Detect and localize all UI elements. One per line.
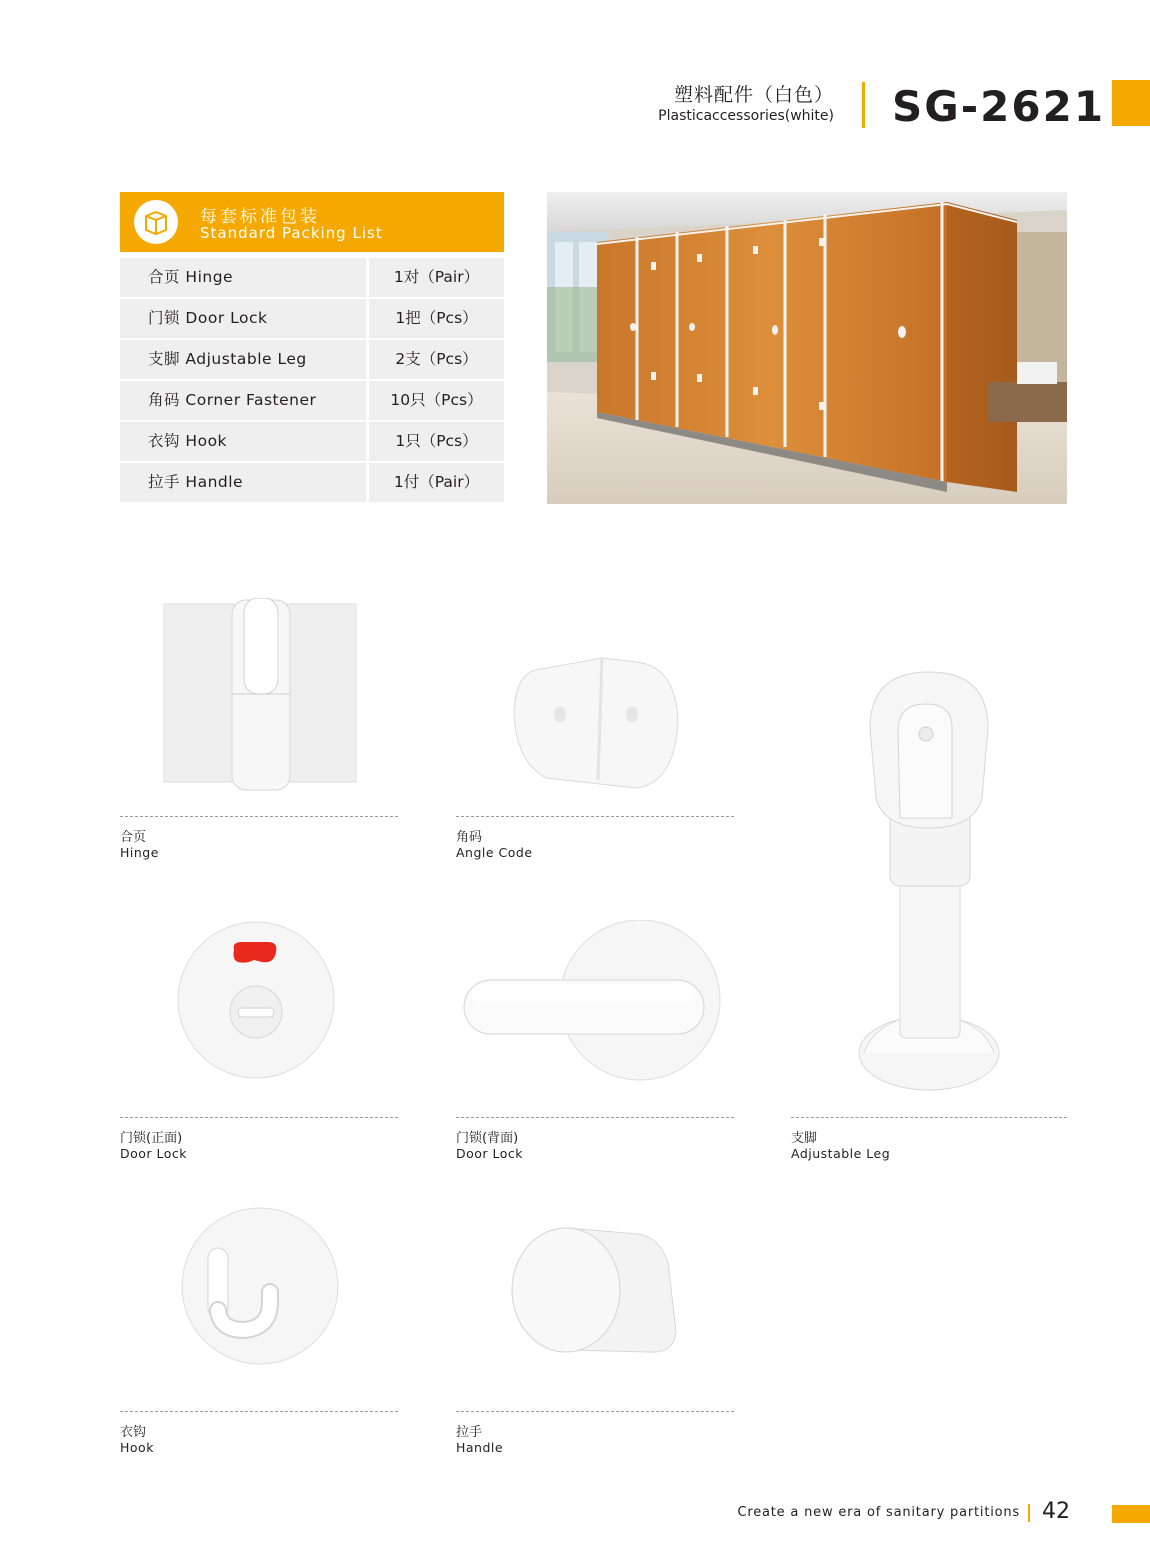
footer-accent-block [1112, 1505, 1150, 1523]
product-caption-en: Adjustable Leg [791, 1146, 891, 1161]
packing-item-qty: 10只（Pcs） [369, 381, 504, 420]
caption-divider [456, 1117, 734, 1118]
caption-divider [791, 1117, 1067, 1118]
packing-item-qty: 1对（Pair） [369, 258, 504, 297]
packing-item-name: 支脚 Adjustable Leg [120, 340, 366, 379]
handle-image [508, 1222, 680, 1362]
packing-row [120, 299, 504, 338]
caption-divider [120, 1411, 398, 1412]
hook-image [180, 1206, 340, 1366]
packing-item-name: 角码 Corner Fastener [120, 381, 366, 420]
packing-item-name: 衣钩 Hook [120, 422, 366, 461]
packing-item-qty: 1付（Pair） [369, 463, 504, 502]
product-caption-en: Door Lock [120, 1146, 188, 1161]
packing-title-en: Standard Packing List [200, 224, 383, 242]
product-caption-en: Handle [456, 1440, 504, 1455]
packing-item-name: 合页 Hinge [120, 258, 366, 297]
header-divider [862, 82, 865, 128]
model-number: SG-2621 [892, 82, 1106, 131]
caption-divider [120, 1117, 398, 1118]
packing-title-cn: 每套标准包装 [200, 207, 320, 227]
packing-list-header [120, 192, 504, 252]
product-caption-en: Angle Code [456, 845, 533, 860]
product-caption-cn: 衣钩 [120, 1425, 147, 1440]
catalog-title-cn: 塑料配件（白色） [673, 84, 834, 106]
box-icon [134, 200, 178, 244]
packing-item-qty: 1只（Pcs） [369, 422, 504, 461]
product-caption-cn: 支脚 [791, 1131, 818, 1146]
packing-row [120, 422, 504, 461]
caption-divider [120, 816, 398, 817]
product-caption-cn: 合页 [120, 830, 147, 845]
product-caption-cn: 门锁(正面) [120, 1131, 183, 1146]
packing-row [120, 340, 504, 379]
product-caption-en: Hinge [120, 845, 159, 860]
caption-divider [456, 816, 734, 817]
packing-row [120, 258, 504, 297]
packing-list [120, 258, 504, 504]
footer-divider [1028, 1504, 1030, 1522]
header-accent-block [1112, 80, 1150, 126]
door-lock-back-image [462, 920, 724, 1082]
catalog-title-en: Plasticaccessories(white) [658, 108, 834, 124]
packing-item-name: 拉手 Handle [120, 463, 366, 502]
packing-row [120, 381, 504, 420]
product-caption-cn: 拉手 [456, 1425, 483, 1440]
packing-item-qty: 2支（Pcs） [369, 340, 504, 379]
packing-row [120, 463, 504, 502]
footer-tagline: Create a new era of sanitary partitions [737, 1505, 1020, 1520]
page-number: 42 [1042, 1499, 1070, 1524]
hinge-image [160, 598, 360, 794]
packing-item-name: 门锁 Door Lock [120, 299, 366, 338]
caption-divider [456, 1411, 734, 1412]
product-caption-cn: 角码 [456, 830, 483, 845]
product-caption-en: Hook [120, 1440, 154, 1455]
adjustable-leg-image [856, 668, 1002, 1092]
door-lock-front-image [176, 920, 336, 1080]
product-caption-en: Door Lock [456, 1146, 524, 1161]
partition-photo [547, 192, 1067, 504]
packing-item-qty: 1把（Pcs） [369, 299, 504, 338]
corner-fastener-image [506, 652, 686, 794]
product-caption-cn: 门锁(背面) [456, 1131, 519, 1146]
